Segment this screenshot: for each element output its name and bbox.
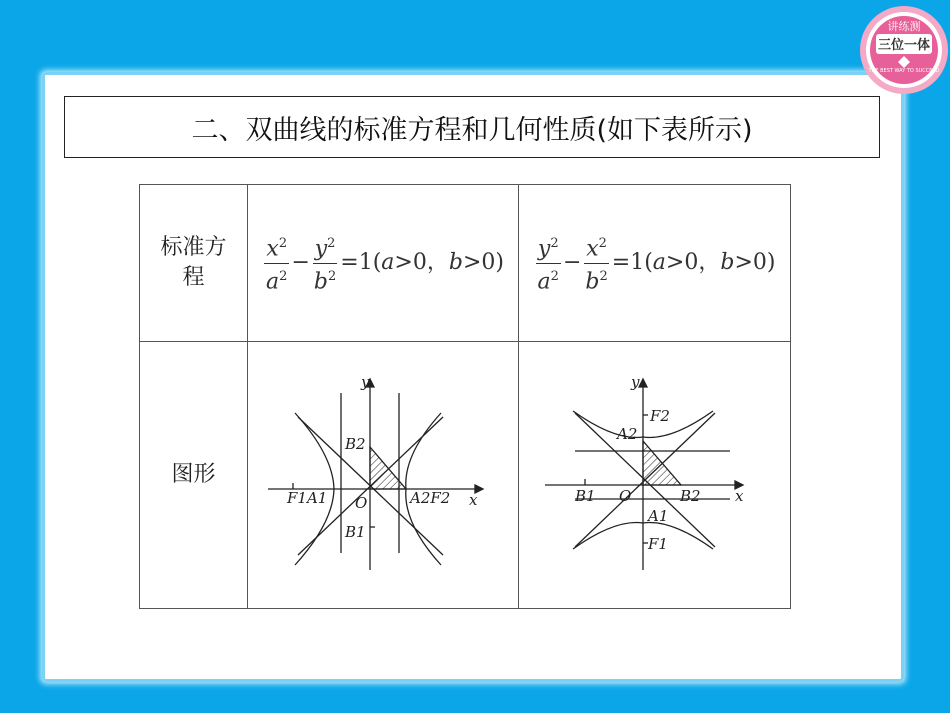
a1-label: A1 [647,507,668,525]
graph-horizontal-hyperbola [248,342,519,609]
a2-label: A2 [616,425,637,443]
table-row-graph [140,342,791,609]
graph-vertical-hyperbola [519,342,791,609]
y-axis-arrow [639,379,647,387]
badge-line2: 三位一体 [877,38,931,53]
x-label: x [469,491,478,509]
badge-line1: 讲练测 [887,20,921,33]
hyperbola-properties-table [139,184,791,609]
f2-label: F2 [649,407,670,425]
hyperbola-diagram-2 [535,375,775,575]
brand-badge [858,0,950,100]
origin-label: O [355,494,368,512]
fraction-x2-a2: $\frac{x^2}{a^2}$ [264,231,289,295]
hyperbola-diagram-1 [263,375,503,575]
section-title [64,96,880,158]
fraction-y2-b2: $\frac{y^2}{b^2}$ [312,231,338,295]
y-label: y [630,375,639,391]
origin-label: O [618,487,631,505]
equation-x-axis: $\frac{x^2}{a^2}$ − $\frac{y^2}{b^2}$ =1(a>0，b>0) [248,185,519,342]
x-label: x [734,487,743,505]
f1a1-label: F1A1 [287,489,328,507]
y-label: y [361,375,370,391]
a2f2-label: A2F2 [410,489,451,507]
fraction-y2-a2: $\frac{y^2}{a^2}$ [536,231,561,295]
row-header-graph [140,342,248,609]
equation-y-axis: $\frac{y^2}{a^2}$ − $\frac{x^2}{b^2}$ =1(a>0，b>0) [519,185,791,342]
b2-label: B2 [345,435,366,453]
b2-label: B2 [679,487,701,505]
row-header-standard-equation [140,185,248,342]
row-header-label: 图形 [171,462,216,487]
table-row-standard-equation [140,185,791,342]
section-title-text: 二、双曲线的标准方程和几何性质(如下表所示) [191,114,753,146]
row-header-label: 标准方程 [160,235,227,290]
f1-label: F1 [647,535,668,553]
b1-label: B1 [574,487,596,505]
characteristic-triangle [643,441,681,485]
fraction-x2-b2: $\frac{x^2}{b^2}$ [583,231,609,295]
b1-label: B1 [345,523,366,541]
characteristic-triangle [370,447,406,489]
badge-ring-text: THE BEST WAY TO SUCCEED [868,68,940,74]
